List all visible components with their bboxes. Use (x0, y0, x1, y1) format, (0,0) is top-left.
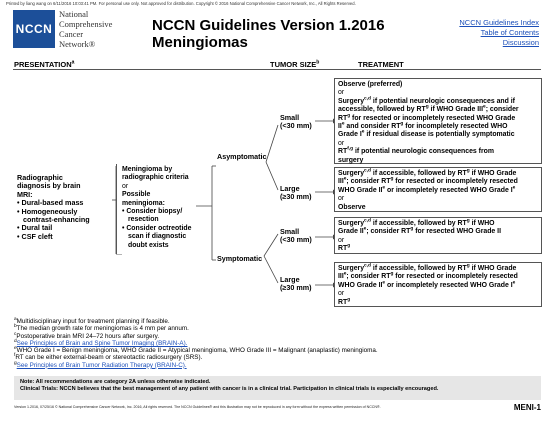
treatment-line: WHO Grade IIe or incompletely resected WHO Grade Ie (338, 185, 516, 194)
size-label: Small (280, 227, 300, 236)
note-line: Note: All recommendations are category 2A unless otherwise indicated. (20, 379, 211, 385)
bullet-item-cont: scan if diagnostic (128, 233, 187, 241)
size-label: Small (280, 113, 300, 122)
size-small-symptomatic (280, 228, 312, 245)
treatment-box-large-symptomatic (334, 262, 542, 307)
treatment-line: WHO Grade IIe or incompletely resected WHO Grade Ie (338, 280, 516, 289)
or-text: or (338, 139, 345, 147)
treatment-line: Surgery$^{c,d}$ if accessible, followed by $RT^g$ if WHO Grade (338, 168, 517, 177)
note-line: Clinical Trials: NCCN believes that the best management of any patient with cancer is in a clinical trial. Participation in clinical trials is especially encouraged. (20, 386, 439, 392)
size-range: (≥30 mm) (280, 192, 312, 202)
header-tumor-size: TUMOR SIZE$^b$ (270, 59, 320, 69)
size-large-asymptomatic (280, 185, 312, 202)
size-range: (<30 mm) (280, 235, 312, 245)
logo-line: Network® (59, 39, 96, 49)
bullet-item-cont: contrast-enhancing (23, 215, 90, 225)
copyright-line: Version 1.2016, 07/25/16 © National Comprehensive Cancer Network, Inc. 2016, All rights reserved. The NCCN Guidelines® and this illustration may not be reproduced in any form without the express written permission of NCCN®. (14, 405, 381, 409)
bullet-item: • Consider biopsy/ (122, 208, 193, 216)
treatment-line: Observe (preferred) (338, 81, 403, 88)
print-notice: Printed by liang wang on 6/11/2016 10:03:41 PM. For personal use only. Not approved for distribution. Copyright © 2016 National Comprehensive Cancer Network, Inc., All Rights Reserved. (6, 1, 356, 6)
bullet-item-cont: doubt exists (128, 241, 169, 249)
treatment-line: Surgery$^{c,d}$ if accessible, followed by $RT^g$ if WHO (338, 218, 495, 227)
footnotes (14, 318, 378, 369)
footnote: $^g$See Principles of Brain Tumor Radiation Therapy (BRAIN-C). (14, 360, 187, 369)
treatment-line: IIe and consider $RT^g$ for incompletely resected WHO (338, 121, 508, 131)
treatment-line: surgery (338, 156, 364, 164)
bullet-item: • Homogeneously (17, 208, 112, 216)
size-range: (<30 mm) (280, 121, 312, 131)
branch-symptomatic: Symptomatic (217, 254, 263, 263)
table-of-contents-link[interactable]: Table of Contents (480, 28, 539, 37)
size-range: (≥30 mm) (280, 283, 312, 293)
title-line1: NCCN Guidelines Version 1.2016 (152, 17, 385, 34)
bullet-item: • Consider octreotide (122, 225, 193, 233)
footnote: $^d$See Principles of Brain and Spine Tumor Imaging (BRAIN-A). (14, 338, 188, 347)
page-id: MENI-1 (513, 403, 541, 412)
header-presentation: PRESENTATION$^a$ (14, 59, 75, 69)
treatment-line: Observe (338, 203, 366, 211)
bullet-item: • Dural tail (17, 224, 112, 232)
treatment-box-small-asymptomatic (334, 78, 542, 164)
bullet-item-cont: resection (128, 216, 159, 224)
treatment-line: Grade IIe; consider $RT^g$ for resected WHO Grade II (338, 227, 501, 236)
footnote: $^e$WHO Grade I = Benign meningioma, WHO Grade II = Atypical meningioma, WHO Grade III = Malignant (anaplastic) meningioma. (14, 346, 378, 355)
size-large-symptomatic (280, 276, 312, 293)
nccn-logo: NCCN (13, 10, 55, 48)
meningioma-criteria-box (116, 164, 196, 254)
treatment-line: $RT^g$ (338, 243, 351, 253)
recommendation-note (14, 376, 541, 400)
logo-line: National (59, 9, 89, 19)
branch-asymptomatic: Asymptomatic (217, 152, 267, 161)
treatment-line: $RT^g$ (338, 297, 351, 306)
or-text: or (338, 89, 345, 97)
text-line: radiographic criteria (122, 174, 189, 182)
or-text: or (122, 182, 129, 190)
or-text: or (338, 290, 345, 298)
radiation-therapy-link[interactable]: See Principles of Brain Tumor Radiation Therapy (BRAIN-C). (16, 361, 187, 369)
treatment-line: IIIe; consider $RT^g$ for resected or incompletely resected (338, 272, 518, 281)
logo-line: Comprehensive (59, 19, 113, 29)
treatment-box-small-symptomatic (334, 217, 542, 254)
size-small-asymptomatic (280, 114, 312, 131)
treatment-line: Surgery$^{c,d}$ if accessible, followed by $RT^g$ if WHO Grade (338, 263, 517, 272)
text-line: Radiographic (17, 173, 63, 182)
bullet-item: • CSF cleft (17, 233, 112, 241)
bullet-item: • Dural-based mass (17, 199, 112, 207)
guidelines-index-link[interactable]: NCCN Guidelines Index (459, 18, 539, 27)
footnote: $^f$RT can be either external-beam or stereotactic radiosurgery (SRS). (14, 353, 203, 362)
treatment-line: IIIe; consider $RT^g$ for resected or incompletely resected (338, 177, 518, 186)
text-line: Meningioma by (122, 166, 173, 173)
footnote: $^b$The median growth rate for meningiomas is 4 mm per annum. (14, 324, 189, 333)
title-line2: Meningiomas (152, 34, 248, 51)
size-label: Large (280, 275, 300, 284)
text-line: MRI: (17, 189, 33, 199)
treatment-line: $RT^g$ for resected or incompletely resected WHO Grade (338, 113, 516, 122)
treatment-line: Grade Ie if residual disease is potentially symptomatic (338, 130, 515, 139)
treatment-line: Surgery$^{c,d}$ if potential neurologic consequences and if (338, 96, 515, 105)
header-treatment: TREATMENT (358, 60, 404, 69)
treatment-line: RT$^{f,g}$ if potential neurologic consequences from (338, 146, 494, 156)
text-line: Possible meningioma: (122, 191, 165, 207)
or-text: or (338, 236, 345, 244)
logo-line: Cancer (59, 29, 84, 39)
footnote: $^c$Postoperative brain MRI 24–72 hours after surgery. (14, 331, 160, 340)
discussion-link[interactable]: Discussion (502, 38, 539, 47)
presentation-criteria (17, 174, 112, 241)
treatment-line: accessible, followed by $RT^g$ if WHO Grade IIIe; consider (338, 104, 519, 114)
text-line: diagnosis by brain (17, 181, 81, 191)
footnote: $^a$Multidisciplinary input for treatment planning if feasible. (14, 316, 170, 325)
size-label: Large (280, 184, 300, 193)
brain-imaging-link[interactable]: See Principles of Brain and Spine Tumor Imaging (BRAIN-A). (16, 339, 188, 347)
or-text: or (338, 195, 345, 203)
treatment-box-large-asymptomatic (334, 167, 542, 212)
